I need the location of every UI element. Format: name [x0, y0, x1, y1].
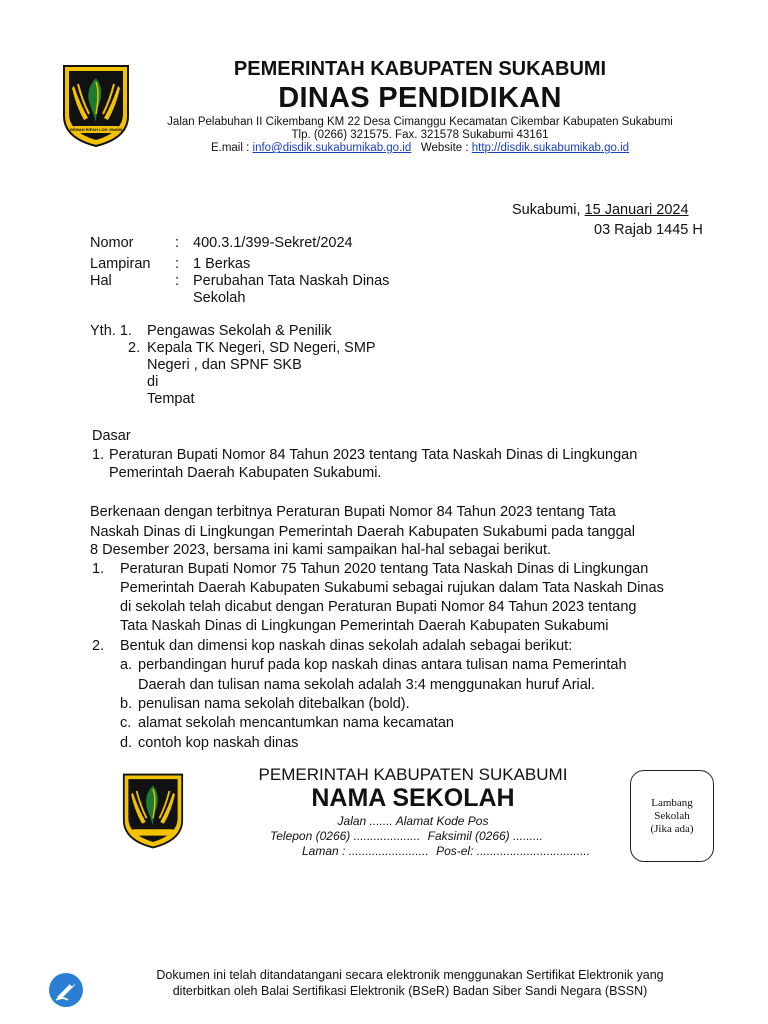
dasar-item-1-number: 1. — [92, 447, 105, 463]
point-1-line2: Pemerintah Daerah Kabupaten Sukabumi sebagai rujukan dalam Tata Naskah Dinas — [120, 580, 664, 596]
example-address-line: Jalan ....... Alamat Kode Pos — [337, 814, 489, 828]
recipient-1: Pengawas Sekolah & Penilik — [147, 323, 332, 339]
hal-colon: : — [175, 273, 180, 289]
date-hijri: 03 Rajab 1445 H — [594, 222, 703, 238]
footer-line1: Dokumen ini telah ditandatangani secara elektronik menggunakan Sertifikat Elektronik yang — [156, 968, 664, 982]
school-emblem-placeholder — [630, 770, 714, 862]
point-1-line4: Tata Naskah Dinas di Lingkungan Pemerintah Daerah Kabupaten Sukabumi — [120, 618, 609, 634]
lambang-line2: Sekolah — [654, 809, 690, 822]
point-1-line1: Peraturan Bupati Nomor 75 Tahun 2020 tentang Tata Naskah Dinas di Lingkungan — [120, 561, 649, 577]
agency-name: DINAS PENDIDIKAN — [278, 82, 562, 114]
point-2-line1: Bentuk dan dimensi kop naskah dinas sekolah adalah sebagai berikut: — [120, 638, 573, 654]
nomor-colon: : — [175, 235, 180, 251]
point-2-number: 2. — [92, 638, 105, 654]
point-c-line1: alamat sekolah mencantumkan nama kecamatan — [138, 715, 454, 731]
kabupaten-sukabumi-emblem-icon — [62, 64, 130, 148]
date-gregorian: 15 Januari 2024 — [584, 202, 689, 218]
point-c-letter: c. — [120, 715, 132, 731]
point-1-line3: di sekolah telah dicabut dengan Peraturan Bupati Nomor 84 Tahun 2023 tentang — [120, 599, 637, 615]
recipient-2-line1: Kepala TK Negeri, SD Negeri, SMP — [147, 340, 376, 356]
lampiran-label: Lampiran — [90, 256, 151, 272]
recipient-2-number: 2. — [128, 340, 141, 356]
email-label: E.mail : — [210, 142, 250, 154]
recipient-yth: Yth. 1. — [90, 323, 132, 339]
nomor-value: 400.3.1/399-Sekret/2024 — [193, 235, 353, 251]
hal-value-line1: Perubahan Tata Naskah Dinas — [193, 273, 390, 289]
emblem-motto: GEMAH RIPAH LOH JINAWI — [69, 127, 123, 132]
point-a-letter: a. — [120, 657, 133, 673]
example-web-email-line — [302, 844, 590, 858]
website-label: Website : — [420, 142, 469, 154]
intro-paragraph-line3: 8 Desember 2023, bersama ini kami sampaikan hal-hal sebagai berikut. — [90, 542, 552, 558]
letterhead — [0, 0, 768, 170]
dasar-item-1-line2: Pemerintah Daerah Kabupaten Sukabumi. — [109, 465, 382, 481]
point-b-letter: b. — [120, 696, 133, 712]
point-1-number: 1. — [92, 561, 105, 577]
point-d-letter: d. — [120, 735, 133, 751]
agency-contact — [130, 142, 710, 155]
email-link[interactable]: info@disdik.sukabumikab.go.id — [252, 142, 412, 154]
website-link[interactable]: http://disdik.sukabumikab.go.id — [471, 142, 630, 154]
recipient-2-line2: Negeri , dan SPNF SKB — [147, 357, 302, 373]
example-website: Laman : ........................ — [302, 844, 429, 858]
example-emblem-icon — [122, 770, 184, 852]
footer-line2: diterbitkan oleh Balai Sertifikasi Elektronik (BSeR) Badan Siber Sandi Negara (BSSN) — [172, 984, 648, 998]
recipient-tempat: Tempat — [147, 391, 195, 407]
example-phone-fax-line — [270, 829, 543, 843]
nomor-label: Nomor — [90, 235, 134, 251]
example-fax: Faksimil (0266) ......... — [427, 829, 544, 843]
lambang-line1: Lambang — [651, 796, 693, 809]
date-place: Sukabumi, — [512, 202, 581, 218]
example-gov-name: PEMERINTAH KABUPATEN SUKABUMI — [258, 765, 568, 784]
intro-paragraph-line2: Naskah Dinas di Lingkungan Pemerintah Daerah Kabupaten Sukabumi pada tanggal — [90, 524, 635, 540]
agency-phone: Tlp. (0266) 321575. Fax. 321578 Sukabumi 43161 — [291, 129, 549, 141]
example-school-name: NAMA SEKOLAH — [311, 784, 515, 812]
example-email: Pos-el: .................................. — [436, 844, 591, 858]
dasar-item-1-line1: Peraturan Bupati Nomor 84 Tahun 2023 tentang Tata Naskah Dinas di Lingkungan — [109, 447, 638, 463]
lambang-line3: (Jika ada) — [650, 822, 694, 835]
intro-paragraph-line1: Berkenaan dengan terbitnya Peraturan Bupati Nomor 84 Tahun 2023 tentang Tata — [90, 504, 616, 520]
example-letterhead — [118, 762, 718, 870]
lampiran-colon: : — [175, 256, 180, 272]
example-phone: Telepon (0266) .................... — [270, 829, 421, 843]
point-a-line1: perbandingan huruf pada kop naskah dinas antara tulisan nama Pemerintah — [138, 657, 627, 673]
point-d-line1: contoh kop naskah dinas — [138, 735, 299, 751]
dasar-label: Dasar — [92, 428, 131, 444]
agency-address: Jalan Pelabuhan II Cikembang KM 22 Desa Cimanggu Kecamatan Cikembar Kabupaten Sukabumi — [167, 116, 673, 128]
hal-value-line2: Sekolah — [193, 290, 246, 306]
hal-label: Hal — [90, 273, 112, 289]
recipient-di: di — [147, 374, 159, 390]
point-a-line2: Daerah dan tulisan nama sekolah adalah 3:4 menggunakan huruf Arial. — [138, 677, 596, 693]
lampiran-value: 1 Berkas — [193, 256, 251, 272]
letter-date — [512, 202, 689, 218]
government-name: PEMERINTAH KABUPATEN SUKABUMI — [233, 58, 607, 80]
point-b-line1: penulisan nama sekolah ditebalkan (bold). — [138, 696, 410, 712]
bsre-signature-icon — [48, 972, 84, 1008]
